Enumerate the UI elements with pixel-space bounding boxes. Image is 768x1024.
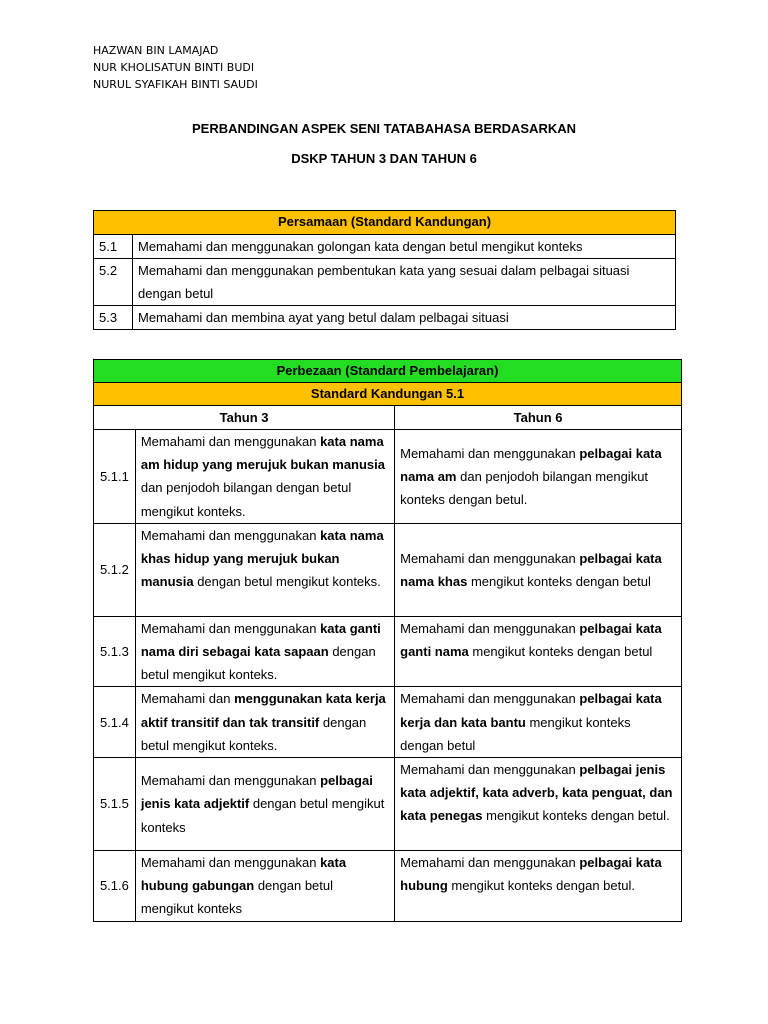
persamaan-header: Persamaan (Standard Kandungan) <box>94 211 676 235</box>
author-list <box>93 42 258 93</box>
document-subtitle: DSKP TAHUN 3 DAN TAHUN 6 <box>291 151 477 166</box>
bold-phrase: pelbagai jenis kata adjektif, kata adverb, kata penguat, dan kata penegas <box>400 762 673 824</box>
table-row <box>94 616 682 687</box>
learning-standard-code: 5.1.5 <box>94 758 136 851</box>
author-name: NURUL SYAFIKAH BINTI SAUDI <box>93 78 258 91</box>
bold-phrase: pelbagai kata nama khas <box>400 550 662 589</box>
tahun6-cell: Memahami dan menggunakan pelbagai kata nama am dan penjodoh bilangan mengikut konteks dengan betul. <box>395 430 682 524</box>
bold-phrase: pelbagai kata ganti nama <box>400 620 662 660</box>
table-row <box>94 430 682 524</box>
standard-number: 5.2 <box>94 259 133 306</box>
standard-text: Memahami dan menggunakan golongan kata dengan betul mengikut konteks <box>133 235 676 259</box>
tahun3-cell: Memahami dan menggunakan kata ganti nama diri sebagai kata sapaan dengan betul mengikut konteks. <box>135 616 394 687</box>
tahun3-cell: Memahami dan menggunakan kata nama am hidup yang merujuk bukan manusia dan penjodoh bilangan dengan betul mengikut konteks. <box>135 430 394 524</box>
learning-standard-code: 5.1.6 <box>94 851 136 922</box>
table-row <box>94 306 676 330</box>
bold-phrase: pelbagai kata nama am <box>400 445 662 484</box>
tahun3-cell: Memahami dan menggunakan kata kerja aktif transitif dan tak transitif dengan betul mengikut konteks. <box>135 687 394 758</box>
standard-number: 5.3 <box>94 306 133 330</box>
bold-phrase: menggunakan kata kerja aktif transitif dan tak transitif <box>140 691 386 730</box>
tahun3-cell: Memahami dan menggunakan kata hubung gabungan dengan betul mengikut konteks <box>135 851 394 922</box>
bold-phrase: kata nama khas hidup yang merujuk bukan manusia <box>140 527 384 590</box>
standard-text: Memahami dan menggunakan pembentukan kata yang sesuai dalam pelbagai situasi dengan betul <box>133 259 676 306</box>
table-row <box>94 523 682 616</box>
bold-phrase: kata nama am hidup yang merujuk bukan manusia <box>140 434 386 473</box>
tahun3-cell: Memahami dan menggunakan pelbagai jenis kata adjektif dengan betul mengikut konteks <box>135 758 394 851</box>
learning-standard-code: 5.1.3 <box>94 616 136 687</box>
table-row <box>94 758 682 851</box>
tahun6-cell: Memahami dan menggunakan pelbagai kata kerja dan kata bantu mengikut konteks dengan betul <box>395 687 682 758</box>
table-row <box>94 235 676 259</box>
standard-number: 5.1 <box>94 235 133 259</box>
tahun6-cell: Memahami dan menggunakan pelbagai kata ganti nama mengikut konteks dengan betul <box>395 616 682 687</box>
table-row <box>94 851 682 922</box>
table-row <box>94 687 682 758</box>
standard-text: Memahami dan membina ayat yang betul dalam pelbagai situasi <box>133 306 676 330</box>
learning-standard-code: 5.1.4 <box>94 687 136 758</box>
perbezaan-header: Perbezaan (Standard Pembelajaran) <box>94 360 682 383</box>
column-header-tahun6: Tahun 6 <box>395 406 682 430</box>
tahun6-cell: Memahami dan menggunakan pelbagai jenis kata adjektif, kata adverb, kata penguat, dan kata penegas mengikut konteks dengan betul. <box>395 758 682 851</box>
persamaan-table <box>93 210 676 330</box>
bold-phrase: pelbagai jenis kata adjektif <box>140 773 373 812</box>
author-name: HAZWAN BIN LAMAJAD <box>93 44 219 57</box>
tahun6-cell: Memahami dan menggunakan pelbagai kata nama khas mengikut konteks dengan betul <box>395 523 682 616</box>
author-name: NUR KHOLISATUN BINTI BUDI <box>93 61 255 74</box>
tahun3-cell: Memahami dan menggunakan kata nama khas hidup yang merujuk bukan manusia dengan betul mengikut konteks. <box>135 523 394 616</box>
bold-phrase: pelbagai kata hubung <box>400 855 662 894</box>
bold-phrase: kata hubung gabungan <box>140 855 347 894</box>
learning-standard-code: 5.1.1 <box>94 430 136 524</box>
bold-phrase: kata ganti nama diri sebagai kata sapaan <box>140 620 381 660</box>
learning-standard-code: 5.1.2 <box>94 523 136 616</box>
perbezaan-table <box>93 359 682 922</box>
bold-phrase: pelbagai kata kerja dan kata bantu <box>400 691 662 730</box>
standard-kandungan-header: Standard Kandungan 5.1 <box>94 383 682 406</box>
table-row <box>94 259 676 306</box>
column-header-tahun3: Tahun 3 <box>94 406 395 430</box>
document-title: PERBANDINGAN ASPEK SENI TATABAHASA BERDASARKAN <box>192 121 576 136</box>
tahun6-cell: Memahami dan menggunakan pelbagai kata hubung mengikut konteks dengan betul. <box>395 851 682 922</box>
